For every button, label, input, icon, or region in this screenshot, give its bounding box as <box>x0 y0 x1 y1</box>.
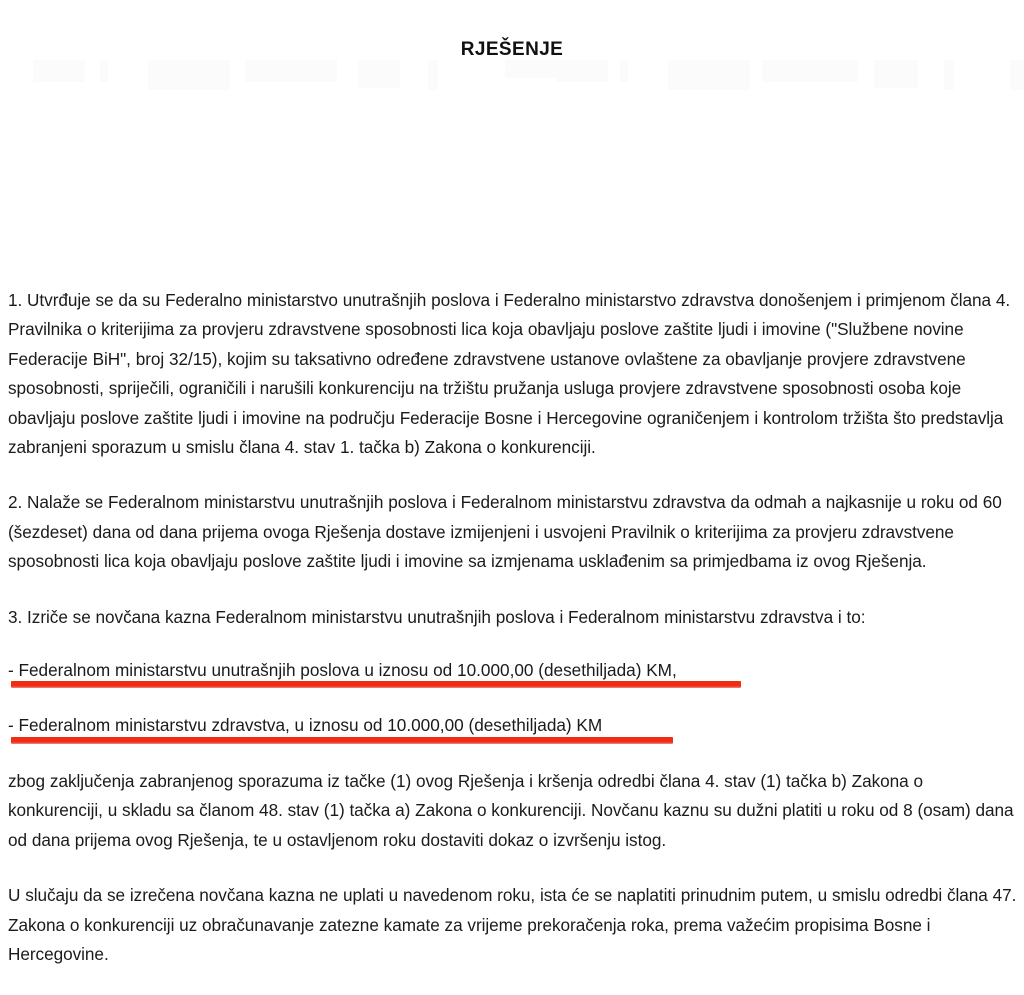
scan-artifact <box>358 60 400 88</box>
fine-line-interior-ministry-text: - Federalnom ministarstvu unutrašnjih poslova u iznosu od 10.000,00 (desethiljada) KM, <box>8 660 677 681</box>
scan-artifact <box>148 60 230 90</box>
scan-artifact <box>556 60 608 82</box>
scan-artifact <box>874 60 918 88</box>
scan-artifact <box>428 60 438 90</box>
scan-artifact <box>1010 60 1024 90</box>
page-title: RJEŠENJE <box>460 38 564 60</box>
fine-line-health-ministry-text: - Federalnom ministarstvu zdravstva, u iznosu od 10.000,00 (desethiljada) KM <box>8 715 603 736</box>
fine-line-interior-ministry <box>8 656 1018 685</box>
scan-artifact-row <box>0 60 1024 92</box>
paragraph-item-2: 2. Nalaže se Federalnom ministarstvu unutrašnjih poslova i Federalnom ministarstvu zdravstva da odmah a najkasnije u roku od 60 (šezdeset) dana od dana prijema ovoga Rješenja dostave izmijenjeni i usvojeni Pravilnik o kriterijima za provjeru zdravstvene sposobnosti lica koja obavljaju poslove zaštite ljudi i imovine sa izmjenama usklađenim sa primjedbama iz ovog Rješenja. <box>8 492 1002 572</box>
paragraph-item-1: 1. Utvrđuje se da su Federalno ministarstvo unutrašnjih poslova i Federalno ministarstvo zdravstva donošenjem i primjenom člana 4. Pravilnika o kriterijima za provjeru zdravstvene sposobnosti lica koja obavljaju poslove zaštite ljudi i imovine ("Službene novine Federacije BiH", broj 32/15), kojim su taksativno određene zdravstvene ustanove ovlaštene za obavljanje provjere zdravstvene sposobnosti, spriječili, ograničili i narušili konkurenciju na tržištu pružanja usluga provjere zdravstvene sposobnosti osoba koje obavljaju poslove zaštite ljudi i imovine na području Federacije Bosne i Hercegovine ograničenjem i kontrolom tržišta što predstavlja zabranjeni sporazum u smislu člana 4. stav 1. tačka b) Zakona o konkurenciji. <box>8 290 1011 458</box>
scan-artifact <box>100 60 108 82</box>
document-body <box>8 286 1018 995</box>
paragraph-item-3: 3. Izriče se novčana kazna Federalnom ministarstvu unutrašnjih poslova i Federalnom ministarstvu zdravstva i to: <box>8 606 866 627</box>
scan-artifact <box>620 60 628 82</box>
scan-artifact <box>944 60 954 90</box>
scan-artifact <box>33 60 85 82</box>
fine-line-health-ministry <box>8 711 1018 740</box>
scan-artifact <box>245 60 337 82</box>
paragraph-item-5: U slučaju da se izrečena novčana kazna ne uplati u navedenom roku, ista će se naplatiti prinudnim putem, u smislu odredbi člana 47. Zakona o konkurenciji uz obračunavanje zatezne kamate za vrijeme prekoračenja roka, prema važećim propisima Bosne i Hercegovine. <box>8 885 1017 964</box>
scan-artifact <box>762 60 858 82</box>
scan-artifact <box>668 60 750 90</box>
red-underline-highlight <box>11 681 741 688</box>
red-underline-highlight <box>11 737 673 744</box>
paragraph-item-4: zbog zaključenja zabranjenog sporazuma iz tačke (1) ovog Rješenja i kršenja odredbi člana 4. stav (1) tačka b) Zakona o konkurenciji, u skladu sa članom 48. stav (1) tačka a) Zakona o konkurenciji. Novčanu kaznu su dužni platiti u roku od 8 (osam) dana od dana prijema ovog Rješenja, te u ostavljenom roku dostaviti dokaz o izvršenju istog. <box>8 770 1014 850</box>
